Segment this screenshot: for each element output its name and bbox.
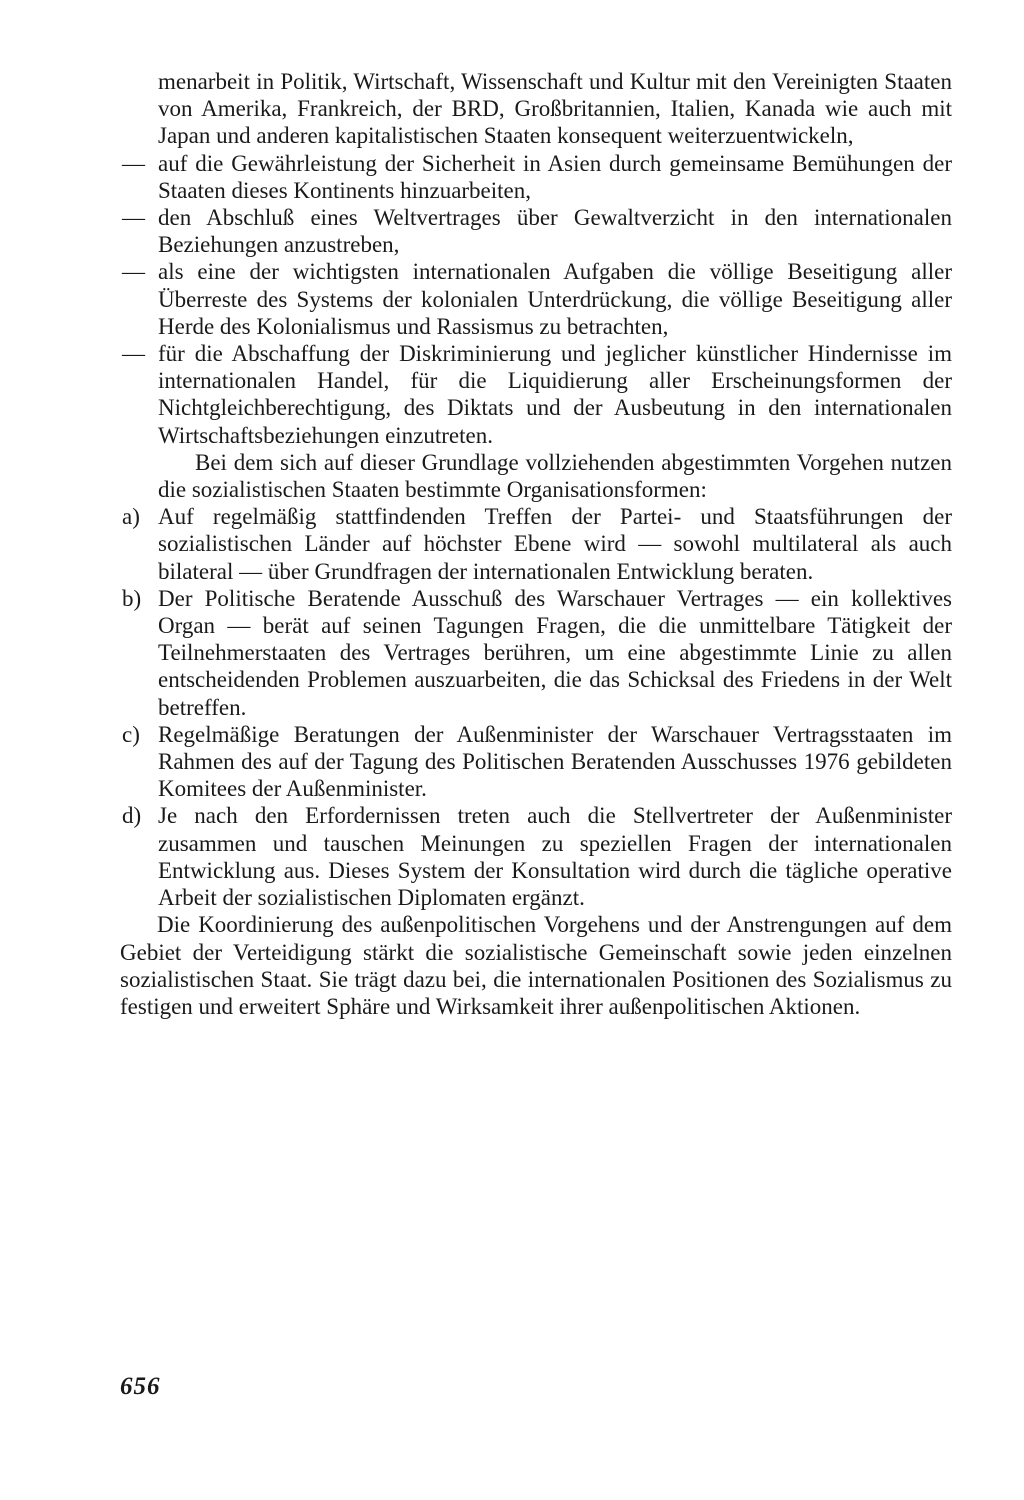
dash-item-text: als eine der wichtigsten internationalen Aufgaben die völlige Beseitigung aller Überreste des Systems der kolonialen Unterdrückung, die völlige Beseitigung aller Herde des Kolonialismus und Rassismus zu betrachten, [158, 259, 952, 339]
lettered-item-text: Auf regelmäßig stattfindenden Treffen der Partei- und Staatsführungen der sozialistischen Länder auf höchster Ebene wird — sowohl multilateral als auch bilateral — über Grundfragen der internationalen Entwicklung beraten. [158, 504, 952, 584]
dash-item-text: für die Abschaffung der Diskriminierung und jeglicher künstlicher Hindernisse im internationalen Handel, für die Liquidierung aller Erscheinungsformen der Nichtgleichberechtigung, des Diktats und der Ausbeutung in den internationalen Wirtschaftsbeziehungen einzutreten. [158, 341, 952, 448]
lettered-item-text: Regelmäßige Beratungen der Außenminister der Warschauer Vertragsstaaten im Rahmen des auf der Tagung des Politischen Beratenden Ausschusses 1976 gebildeten Komitees der Außenminister. [158, 721, 952, 802]
letter-marker: b) [122, 585, 142, 611]
dash-item-text: auf die Gewährleistung der Sicherheit in Asien durch gemeinsame Bemühungen der Staaten dieses Kontinents hinzuarbeiten, [158, 150, 952, 203]
dash-marker: — [122, 341, 145, 367]
lettered-list-item [120, 585, 952, 721]
lettered-item-text: Je nach den Erfordernissen treten auch die Stellvertreter der Außenminister zusammen und tauschen Meinungen zu speziellen Fragen der internationalen Entwicklung aus. Dieses System der Konsultation wird durch die tägliche operative Arbeit der sozialistischen Diplomaten ergänzt. [158, 803, 952, 911]
lettered-list-item [120, 503, 952, 585]
dash-marker: — [122, 259, 145, 285]
dash-list-item [120, 150, 952, 204]
dash-list-item [120, 204, 952, 258]
continuation-paragraph: menarbeit in Politik, Wirtschaft, Wissenschaft und Kultur mit den Vereinigten Staaten von Amerika, Frankreich, der BRD, Großbritannien, Italien, Kanada wie auch mit Japan und anderen kapitalistischen Staaten konsequent weiterzuentwickeln, [158, 69, 952, 149]
dash-marker: — [122, 150, 145, 176]
lettered-list [120, 503, 952, 911]
lettered-list-item [120, 802, 952, 911]
dash-marker: — [122, 205, 145, 231]
dash-list-item [120, 340, 952, 449]
dash-list [120, 150, 952, 449]
body-text [120, 68, 952, 1020]
intro-paragraph: Bei dem sich auf dieser Grundlage vollziehenden abgestimmten Vorgehen nutzen die sozialistischen Staaten bestimmte Organisationsformen: [158, 449, 952, 503]
letter-marker: d) [122, 803, 142, 829]
lettered-list-item [120, 721, 952, 803]
letter-marker: c) [122, 721, 140, 747]
dash-item-text: den Abschluß eines Weltvertrages über Gewaltverzicht in den internationalen Beziehungen anzustreben, [158, 205, 952, 258]
lettered-item-text: Der Politische Beratende Ausschuß des Warschauer Vertrages — ein kollektives Organ — berät auf seinen Tagungen Fragen, die die unmittelbare Tätigkeit der Teilnehmerstaaten des Vertrages berühren, um eine abgestimmte Linie zu allen entscheidenden Problemen auszuarbeiten, die das Schicksal des Friedens in der Welt betreffen. [158, 585, 952, 720]
letter-marker: a) [122, 504, 140, 530]
dash-list-item [120, 258, 952, 340]
page-number: 656 [120, 1373, 161, 1400]
closing-paragraph: Die Koordinierung des außenpolitischen Vorgehens und der Anstrengungen auf dem Gebiet der Verteidigung stärkt die sozialistische Gemeinschaft sowie jeden einzelnen sozialistischen Staat. Sie trägt dazu bei, die internationalen Positionen des Sozialismus zu festigen und erweitert Sphäre und Wirksamkeit ihrer außenpolitischen Aktionen. [120, 912, 952, 1019]
